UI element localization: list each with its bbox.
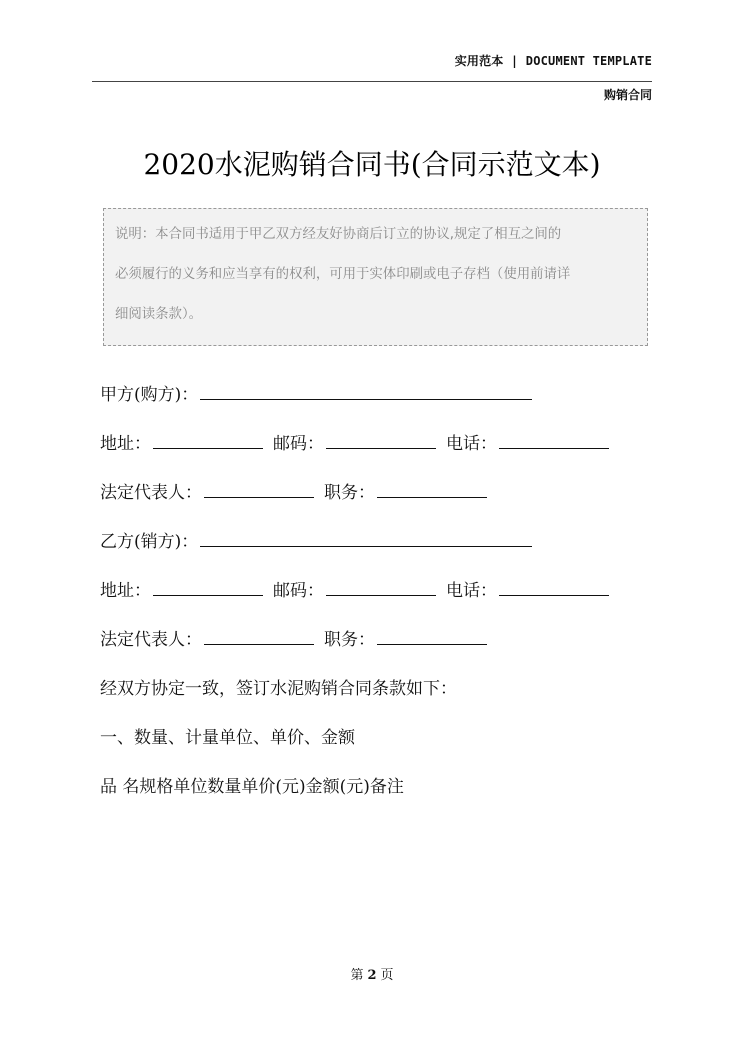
- note-line-2: 必须履行的义务和应当享有的权利，可用于实体印刷或电子存档（使用前请详: [115, 267, 571, 282]
- header-category: 购销合同: [603, 88, 652, 102]
- party-a-label: 甲方(购方)：: [100, 385, 199, 405]
- party-b-label: 乙方(销方)：: [100, 532, 199, 552]
- party-b-blank[interactable]: [200, 529, 532, 547]
- party-b-phone-blank[interactable]: [499, 578, 609, 596]
- party-a-position-blank[interactable]: [377, 480, 487, 498]
- party-b-position-blank[interactable]: [377, 627, 487, 645]
- agreement-intro: 经双方协定一致，签订水泥购销合同条款如下：: [100, 679, 457, 699]
- instruction-note-box: [103, 208, 648, 346]
- section-1-title: 一、数量、计量单位、单价、金额: [100, 728, 355, 748]
- party-b-postcode-label: 邮码：: [273, 581, 324, 601]
- party-a-position-label: 职务：: [324, 483, 375, 503]
- party-b-postcode-blank[interactable]: [326, 578, 436, 596]
- party-a-rep-line: [100, 478, 497, 503]
- header-divider: [92, 81, 652, 82]
- party-a-phone-blank[interactable]: [499, 431, 609, 449]
- party-a-address-blank[interactable]: [153, 431, 263, 449]
- party-a-contact-line: [100, 429, 619, 454]
- page-footer: [0, 964, 744, 983]
- party-b-address-blank[interactable]: [153, 578, 263, 596]
- party-a-legal-rep-blank[interactable]: [204, 480, 314, 498]
- party-a-postcode-blank[interactable]: [326, 431, 436, 449]
- party-b-address-label: 地址：: [100, 581, 151, 601]
- party-a-line: [100, 380, 542, 405]
- party-b-rep-line: [100, 625, 497, 650]
- party-b-legal-rep-label: 法定代表人：: [100, 630, 202, 650]
- note-line-1: 说明：本合同书适用于甲乙双方经友好协商后订立的协议,规定了相互之间的: [115, 227, 562, 242]
- party-a-legal-rep-label: 法定代表人：: [100, 483, 202, 503]
- document-title: 2020水泥购销合同书(合同示范文本): [143, 148, 601, 181]
- table-header-row: 品 名规格单位数量单价(元)金额(元)备注: [100, 777, 404, 797]
- party-a-address-label: 地址：: [100, 434, 151, 454]
- party-b-contact-line: [100, 576, 619, 601]
- footer-prefix: 第: [350, 968, 364, 983]
- party-a-postcode-label: 邮码：: [273, 434, 324, 454]
- party-b-phone-label: 电话：: [446, 581, 497, 601]
- party-a-blank[interactable]: [200, 382, 532, 400]
- party-b-line: [100, 527, 542, 552]
- header-doc-template: 实用范本 | DOCUMENT TEMPLATE: [454, 54, 652, 68]
- party-b-legal-rep-blank[interactable]: [204, 627, 314, 645]
- party-b-position-label: 职务：: [324, 630, 375, 650]
- page-number: 2: [367, 968, 377, 983]
- footer-suffix: 页: [380, 968, 394, 983]
- note-line-3: 细阅读条款）。: [115, 307, 203, 322]
- party-a-phone-label: 电话：: [446, 434, 497, 454]
